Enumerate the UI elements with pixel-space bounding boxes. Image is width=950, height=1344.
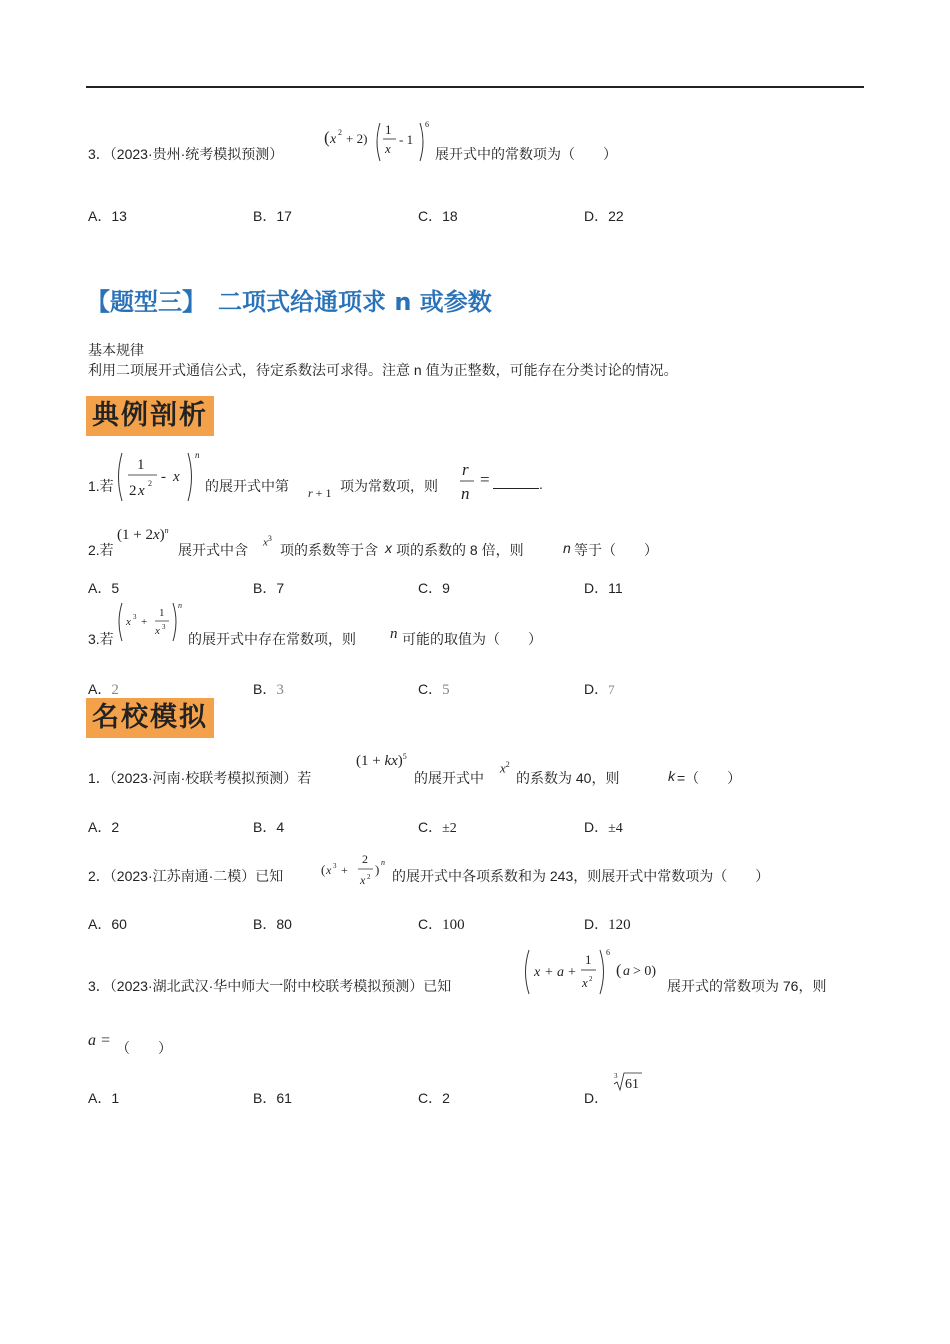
- option-d: D．22: [584, 208, 624, 224]
- svg-text:n: n: [381, 858, 385, 867]
- example-2-t3: 项的系数的 8 倍，则: [396, 542, 524, 558]
- option-d: D．11: [584, 580, 623, 596]
- svg-text:1: 1: [385, 122, 392, 137]
- option-a: A．60: [88, 916, 127, 932]
- svg-text:n: n: [178, 601, 182, 610]
- svg-text:x: x: [534, 965, 541, 980]
- option-d: D．7: [584, 681, 615, 697]
- svg-text:3: 3: [133, 613, 137, 621]
- option-b: B．4: [253, 819, 285, 835]
- svg-text:6: 6: [606, 948, 610, 957]
- svg-text:+: +: [545, 965, 553, 980]
- question-prev-3-tail: 展开式中的常数项为（ ）: [435, 146, 617, 162]
- svg-text:2: 2: [338, 128, 342, 137]
- option-c: C．9: [418, 580, 450, 596]
- svg-text:2: 2: [148, 479, 152, 488]
- option-d: D．120: [584, 916, 631, 933]
- formula-r-over-n: [459, 458, 477, 507]
- example-1-mid: 的展开式中第: [205, 478, 289, 494]
- formula-x-squared: $x^2$: [500, 760, 510, 776]
- option-b: B．61: [253, 1090, 292, 1106]
- svg-text:x: x: [155, 625, 160, 637]
- svg-text:a: a: [623, 964, 630, 979]
- example-2-t2: 项的系数等于含: [280, 542, 378, 558]
- svg-text:n: n: [461, 484, 470, 503]
- formula-mock-2: [320, 848, 392, 895]
- svg-text:3: 3: [162, 623, 166, 631]
- svg-text:2: 2: [129, 483, 137, 499]
- svg-text:a: a: [557, 965, 564, 980]
- formula-x-cubed: $x^3$: [263, 534, 272, 549]
- rule-text: 利用二项展开式通信公式，待定系数法可求得。注意 n 值为正整数，可能存在分类讨论的情况。: [88, 362, 678, 378]
- svg-text:2: 2: [589, 975, 593, 983]
- svg-text:2: 2: [362, 852, 368, 866]
- option-a: A．2: [88, 819, 120, 835]
- example-3-pre: 3.若: [88, 631, 114, 647]
- question-prev-3: [88, 144, 283, 164]
- answer-paren: （ ）: [116, 1040, 172, 1056]
- svg-text:): ): [375, 862, 380, 877]
- question-number: 3．: [88, 146, 110, 162]
- svg-text:+ 2): + 2): [346, 131, 368, 146]
- svg-text:x: x: [360, 873, 366, 887]
- formula-svg: [322, 120, 432, 164]
- mock-1-t3: =（ ）: [677, 770, 742, 786]
- formula-mock-3: [522, 946, 666, 1001]
- option-d: D．±4: [584, 819, 623, 836]
- example-2-t1: 展开式中含: [178, 542, 248, 558]
- option-a: A．5: [88, 580, 120, 596]
- formula-1-plus-2x: $(1 + 2x)^n$: [117, 526, 169, 543]
- option-b: B．3: [253, 681, 284, 698]
- mock-2-t1: 的展开式中各项系数和为 243，则展开式中常数项为（ ）: [392, 868, 770, 884]
- svg-text:n: n: [195, 450, 200, 460]
- example-2-pre: 2.若: [88, 542, 114, 558]
- option-a: A．1: [88, 1090, 120, 1106]
- mock-1-t2: 的系数为 40，则: [516, 770, 620, 786]
- formula-cube-root-61: [612, 1070, 644, 1097]
- question-source: （2023·贵州·统考模拟预测）: [109, 146, 284, 162]
- svg-text:1: 1: [585, 952, 592, 967]
- section-badge-examples: 典例剖析: [86, 396, 214, 436]
- svg-text:(: (: [321, 862, 326, 877]
- formula-prev-3: [322, 120, 432, 167]
- svg-text:6: 6: [425, 120, 429, 129]
- option-a: A．13: [88, 208, 127, 224]
- mock-3-lead: 3．（2023·湖北武汉·华中师大一附中校联考模拟预测）已知: [88, 978, 452, 994]
- svg-text:1: 1: [137, 457, 145, 473]
- option-a: A．2: [88, 681, 119, 698]
- header-rule: [86, 86, 864, 88]
- option-c: C．±2: [418, 819, 457, 836]
- svg-text:3: 3: [333, 862, 337, 870]
- svg-text:x: x: [326, 863, 332, 877]
- formula-a-equals: a =: [88, 1032, 111, 1049]
- equals-sign: =: [480, 470, 490, 489]
- mock-3-t1: 展开式的常数项为 76，则: [667, 978, 827, 994]
- svg-text:-: -: [161, 469, 166, 485]
- var-n: n: [390, 626, 398, 642]
- answer-blank: .: [493, 476, 543, 492]
- svg-text:x: x: [582, 975, 588, 990]
- formula-ex1: [115, 450, 205, 507]
- svg-text:(: (: [616, 962, 622, 979]
- example-2-t4: 等于（ ）: [574, 542, 658, 558]
- mock-1-t1: 的展开式中: [414, 770, 484, 786]
- mock-1-lead: 1．（2023·河南·校联考模拟预测）若: [88, 770, 312, 786]
- svg-text:> 0): > 0): [633, 964, 657, 979]
- section-badge-mock: 名校模拟: [86, 698, 214, 738]
- var-x: x: [385, 540, 392, 556]
- example-1-mid2: 项为常数项，则: [340, 478, 438, 494]
- svg-text:x: x: [138, 483, 145, 499]
- svg-text:r: r: [462, 460, 469, 479]
- mock-2-lead: 2．（2023·江苏南通·二模）已知: [88, 868, 284, 884]
- svg-text:x: x: [330, 132, 337, 147]
- svg-text:x: x: [173, 469, 180, 485]
- formula-1-plus-kx: (1 + kx)$^5$: [356, 752, 407, 769]
- option-c: C．100: [418, 916, 465, 933]
- section-title: 【题型三】 二项式给通项求 n 或参数: [86, 288, 492, 316]
- option-b: B．17: [253, 208, 292, 224]
- svg-text:3: 3: [614, 1072, 618, 1080]
- option-b: B．80: [253, 916, 292, 932]
- rule-label: 基本规律: [88, 342, 144, 358]
- var-k: k: [668, 768, 675, 784]
- example-3-t1: 的展开式中存在常数项，则: [188, 631, 356, 647]
- option-c: C．2: [418, 1090, 450, 1106]
- example-3-t2: 可能的取值为（ ）: [402, 631, 542, 647]
- formula-ex3: [115, 600, 187, 647]
- svg-text:1: 1: [159, 607, 165, 619]
- option-d: D．: [584, 1090, 609, 1106]
- option-c: C．18: [418, 208, 458, 224]
- svg-text:+: +: [568, 965, 576, 980]
- svg-text:x: x: [385, 141, 391, 156]
- svg-text:(: (: [324, 128, 330, 147]
- svg-text:x: x: [126, 616, 131, 628]
- svg-text:2: 2: [367, 873, 371, 881]
- svg-text:+: +: [141, 616, 148, 628]
- option-c: C．5: [418, 681, 450, 698]
- formula-r-plus-1: r + 1: [308, 486, 332, 500]
- svg-text:+: +: [341, 863, 348, 877]
- example-1-pre: 1.若: [88, 478, 114, 494]
- svg-text:- 1: - 1: [399, 132, 414, 147]
- option-b: B．7: [253, 580, 285, 596]
- var-n: n: [563, 540, 571, 556]
- cbrt-radicand: 61: [625, 1077, 639, 1092]
